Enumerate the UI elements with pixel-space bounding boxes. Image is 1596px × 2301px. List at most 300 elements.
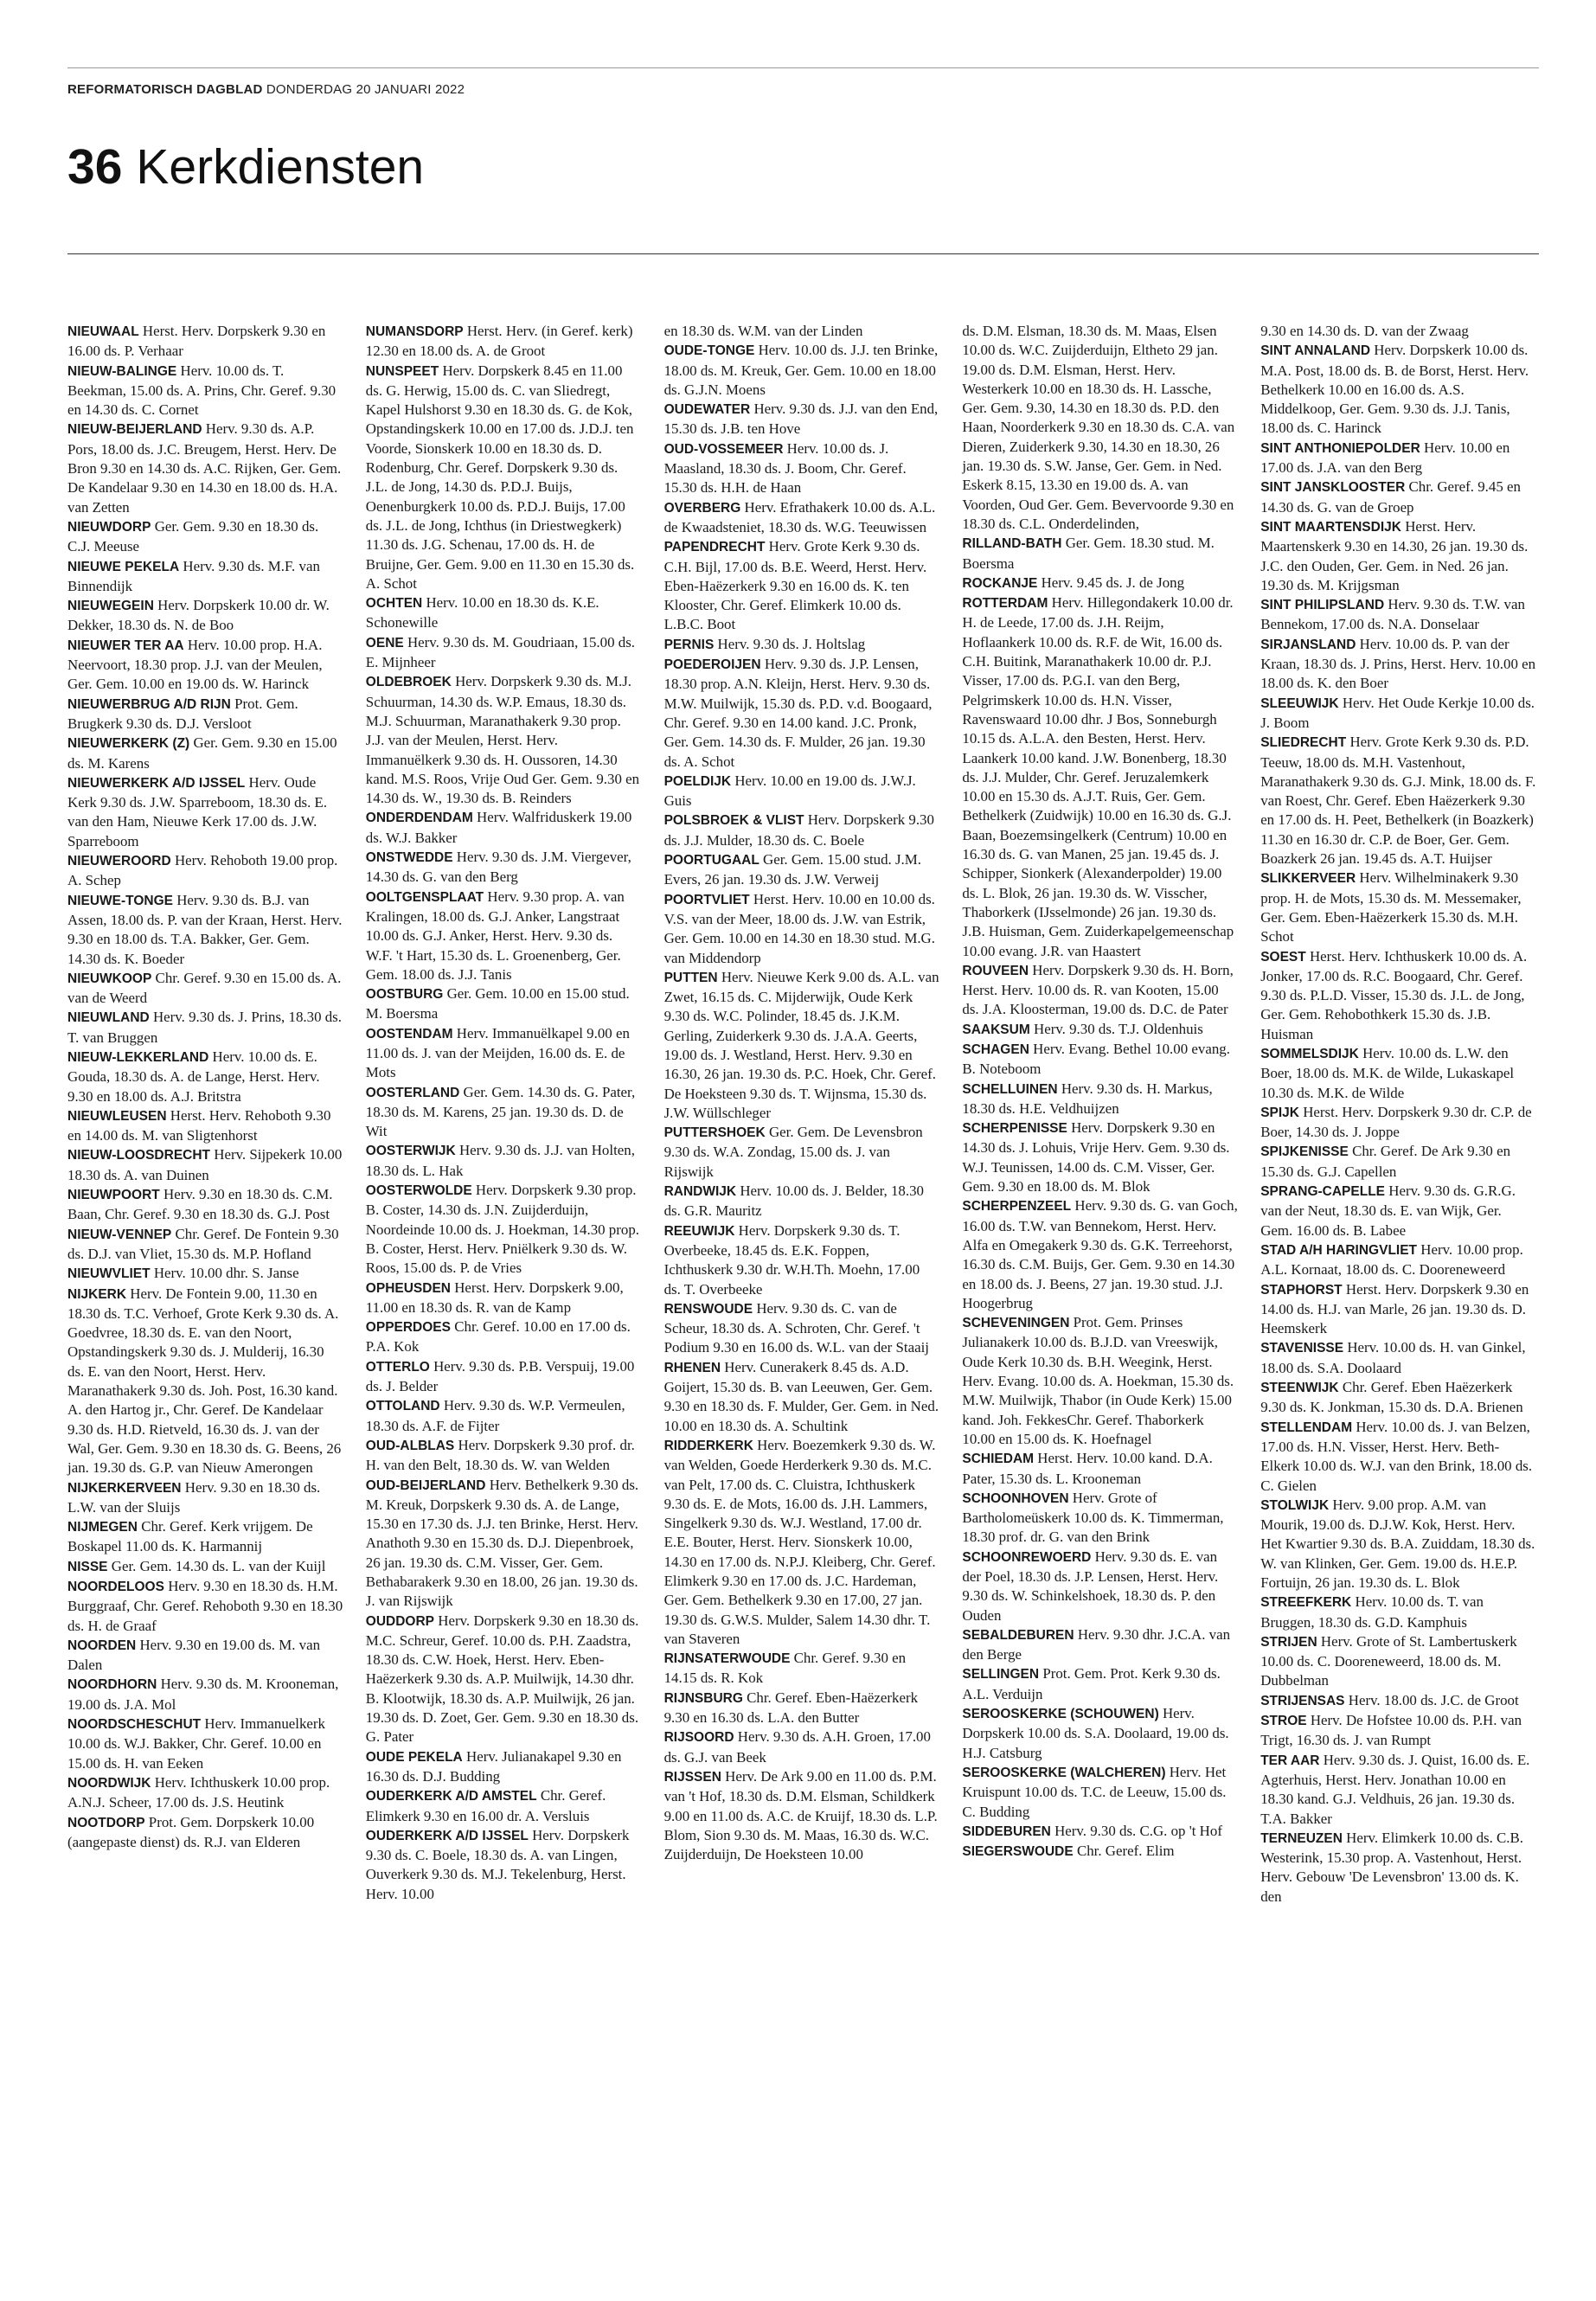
service-entry [962, 1704, 1238, 1763]
place-name: SINT ANTHONIEPOLDER [1260, 440, 1420, 456]
service-entry [664, 1182, 940, 1221]
service-details: Herv. 9.30 ds. G.R.G. van der Neut, 18.30 ds. E. van Wijk, Ger. Gem. 16.00 ds. B. Labee [1260, 1183, 1516, 1239]
service-entry [67, 420, 343, 516]
service-entry [67, 1225, 343, 1265]
place-name: OTTOLAND [365, 1399, 440, 1414]
service-details: Herv. Dorpskerk 10.00 dr. W. Dekker, 18.30 ds. N. de Boo [67, 597, 330, 634]
service-entry [1260, 595, 1536, 635]
service-details: Herv. 9.30 ds. W.P. Vermeulen, 18.30 ds. A.F. de Fijter [365, 1397, 625, 1434]
place-name: SINT MAARTENSDIJK [1260, 519, 1401, 535]
service-entry [1260, 1418, 1536, 1496]
service-details: Herv. Grote of Bartholomeüskerk 10.00 ds. K. Timmerman, 18.30 prof. dr. G. van den Brink [962, 1489, 1224, 1546]
place-name: STRIJENSAS [1260, 1693, 1345, 1708]
service-entry [1260, 694, 1536, 734]
service-entry [962, 1196, 1238, 1313]
service-entry [1260, 1182, 1536, 1240]
service-entry [67, 1048, 343, 1106]
service-entry [962, 1118, 1238, 1196]
service-entry [366, 1396, 642, 1436]
service-entry [664, 890, 940, 968]
place-name: NIEUWERBRUG A/D RIJN [67, 696, 231, 712]
service-entry [664, 968, 940, 1123]
place-name: NOORDHORN [67, 1677, 157, 1693]
service-details: Herv. 9.30 ds. P.B. Verspuij, 19.00 ds. J. Belder [365, 1357, 635, 1395]
place-name: NIEUWEROORD [67, 854, 171, 869]
service-entry [366, 1747, 642, 1787]
service-entry [962, 1822, 1238, 1842]
service-details: Herv. 10.00 prop. A.L. Kornaat, 18.00 ds. C. Dooreneweerd [1260, 1240, 1523, 1279]
service-details: Herv. Nieuwe Kerk 9.00 ds. A.L. van Zwet, 16.15 ds. C. Mijderwijk, Oude Kerk 9.30 ds. W.C. Polinder, 18.45 ds. J.K.M. Gerling, Zuiderkerk 9.30 ds. J.A.A. Geerts, 19.00 ds. J. Westland, Herst. Herv. 9.30 en 16.30, 26 jan. 19.30 ds. P.C. Hoek, Chr. Geref. De Hoeksteen 9.30 ds. T. Wijnsma, 15.30 ds. J.W. Wüllschleger [663, 968, 939, 1121]
service-details: Herv. Grote Kerk 9.30 ds. C.H. Bijl, 17.00 ds. B.E. Weerd, Herst. Herv. Eben-Haëzerkerk 9.30 en 16.00 ds. K. ten Klooster, Chr. Geref. Elimkerk 10.00 ds. L.B.C. Boot [663, 538, 927, 633]
service-entry [1260, 1103, 1536, 1143]
place-name: STEENWIJK [1260, 1381, 1339, 1396]
service-details: Herv. 9.30 ds. M.F. van Binnendijk [67, 557, 320, 594]
service-details: Herv. 10.00 ds. J. Belder, 18.30 ds. G.R. Mauritz [663, 1183, 924, 1220]
service-entry [67, 1185, 343, 1225]
service-entry [664, 772, 940, 811]
place-name: OCHTEN [365, 596, 423, 612]
service-entry [962, 1080, 1238, 1119]
service-details: Herv. 9.30 ds. B.J. van Assen, 18.00 ds. P. van der Kraan, Herst. Herv. 9.30 en 18.00 ds. T.A. Bakker, Ger. Gem. 14.30 ds. K. Boeder [67, 891, 343, 967]
service-entry [1260, 1711, 1536, 1751]
place-name: OUDERKERK A/D AMSTEL [365, 1789, 537, 1804]
service-details: Herv. Julianakapel 9.30 en 16.30 ds. D.J. Budding [365, 1747, 622, 1785]
place-name: NOORDELOOS [67, 1580, 164, 1594]
place-name: NUNSPEET [365, 363, 439, 379]
service-details: Herv. 9.30 ds. J.P. Lensen, 18.30 prop. A.N. Kleijn, Herst. Herv. 9.30 ds. M.W. Muilwijk, 15.30 ds. P.D. v.d. Boogaard, Chr. Geref. 9.30 en 14.00 kand. J.C. Pronk, Ger. Gem. 14.30 ds. F. Mulder, 26 jan. 19.30 ds. A. Schot [663, 656, 933, 770]
service-details: Herv. Evang. Bethel 10.00 evang. B. Noteboom [962, 1040, 1230, 1078]
place-name: OOSTBURG [365, 987, 444, 1003]
service-details: Herv. 9.30 ds. C.G. op 't Hof [1054, 1822, 1222, 1839]
service-entry [962, 1664, 1238, 1704]
service-details: Prot. Gem. Brugkerk 9.30 ds. D.J. Versloot [67, 695, 298, 732]
place-name: OOLTGENSPLAAT [365, 889, 484, 905]
place-name: NIEUWLEUSEN [67, 1108, 167, 1124]
service-details: Herv. De Hofstee 10.00 ds. P.H. van Trigt, 16.30 ds. J. van Rumpt [1260, 1712, 1522, 1749]
place-name: SCHERPENZEEL [962, 1199, 1072, 1215]
place-name: OUD-ALBLAS [365, 1438, 455, 1453]
service-details: Herv. 10.00 ds. P. van der Kraan, 18.30 ds. J. Prins, Herst. Herv. 10.00 en 18.00 ds. K. den Boer [1260, 635, 1536, 692]
place-name: NIEUW-BEIJERLAND [67, 422, 202, 438]
place-name: NIEUWERKERK (Z) [67, 736, 190, 752]
place-name: ROTTERDAM [962, 596, 1048, 612]
service-details: Herv. 10.00 ds. E. Gouda, 18.30 ds. A. de Lange, Herst. Herv. 9.30 en 18.00 ds. A.J. Britstra [67, 1048, 320, 1105]
service-entry [67, 969, 343, 1009]
service-details: Ger. Gem. 14.30 ds. G. Pater, 18.30 ds. M. Karens, 25 jan. 19.30 ds. D. de Wit [365, 1083, 636, 1140]
service-entry [366, 362, 642, 594]
place-name: OPHEUSDEN [365, 1280, 451, 1296]
place-name: OUDE PEKELA [365, 1749, 463, 1765]
place-name: STAPHORST [1260, 1282, 1343, 1298]
place-name: SAAKSUM [962, 1022, 1030, 1037]
place-name: NIJKERK [67, 1286, 127, 1302]
service-details: Herv. De Ark 9.00 en 11.00 ds. P.M. van 't Hof, 18.30 ds. D.M. Elsman, Schildkerk 9.00 en 11.00 ds. A.C. de Kruijf, 18.30 ds. L.P. Blom, Sion 9.30 ds. M. Maas, 16.30 ds. W.C. Zuijderduijn, De Hoeksteen 10.00 [663, 1767, 938, 1863]
place-name: NIEUWERKERK A/D IJSSEL [67, 775, 246, 791]
place-name: PUTTEN [663, 970, 718, 985]
place-name: OUDERKERK A/D IJSSEL [365, 1828, 529, 1843]
place-name: PERNIS [663, 637, 715, 652]
place-name: OOSTERWOLDE [365, 1183, 472, 1199]
service-entry [67, 1478, 343, 1518]
service-details: Herst. Herv. Rehoboth 9.30 en 14.00 ds. M. van Sligtenhorst [67, 1106, 331, 1144]
service-details: Herv. Het Oude Kerkje 10.00 ds. J. Boom [1260, 694, 1535, 731]
service-entry [1260, 1632, 1536, 1691]
service-details: Herv. Hillegondakerk 10.00 dr. H. de Leede, 17.00 ds. J.H. Reijm, Hoflaankerk 10.00 ds. R.F. de Wit, 16.00 ds. C.H. Buitink, Maranathakerk 10.00 dr. P.J. Visser, 17.00 ds. P.G.I. van den Berg, Pelgrimskerk 10.00 ds. H.N. Visser, Ravenswaard 10.00 dhr. J Bos, Sonneburgh 10.15 ds. A.L.A. den Besten, Herst. Herv. Laankerk 10.00 kand. J.W. Bonenberg, 18.30 ds. J.J. Mulder, Chr. Geref. Jeruzalemkerk 10.00 en 15.30 ds. A.J.T. Ruis, Ger. Gem. Bethelkerk (Zuidwijk) 10.00 en 16.30 ds. G.J. Baan, Boezemsingelkerk (Centrum) 10.00 en 16.30 ds. G. van Manen, 25 jan. 19.45 ds. J. Schipper, Sionkerk (Alexanderpolder) 19.00 ds. L. Blok, 26 jan. 19.30 ds. W. Visscher, Thaborkerk (IJsselmonde) 26 jan. 19.30 ds. J.B. Huisman, Gem. Zuiderkapelgemeenschap 10.00 evang. J.R. van Haastert [962, 594, 1234, 959]
service-details: Herv. Walfriduskerk 19.00 ds. W.J. Bakker [365, 809, 632, 846]
place-name: OOSTERWIJK [365, 1144, 456, 1159]
service-details: Herv. 10.00 ds. J. van Belzen, 17.00 ds. H.N. Visser, Herst. Herv. Beth-Elkerk 10.00 ds. W.J. van den Brink, 18.00 ds. C. Gielen [1260, 1418, 1533, 1494]
service-entry [1260, 1751, 1536, 1829]
place-name: OUDDORP [365, 1613, 435, 1629]
place-name: STROE [1260, 1714, 1307, 1729]
place-name: ONDERDENDAM [365, 811, 473, 826]
service-entry [962, 1020, 1238, 1040]
service-entry [664, 1727, 940, 1767]
service-details: Herv. 9.30 ds. H. Markus, 18.30 ds. H.E. Veldhuijzen [962, 1080, 1213, 1117]
place-name: OTTERLO [365, 1359, 430, 1375]
service-details: Herst. Herv. (in Geref. kerk) 12.30 en 18.00 ds. A. de Groot [365, 323, 633, 360]
service-entry [664, 1299, 940, 1358]
service-details: Herv. 9.30 ds. J. Quist, 16.00 ds. E. Agterhuis, Herst. Herv. Jonathan 10.00 en 18.30 kand. G.J. Veldhuis, 26 jan. 19.30 ds. T.A. Bakker [1260, 1751, 1530, 1827]
service-details: Herv. 9.30 ds. J.J. van den End, 15.30 ds. J.B. ten Hove [663, 401, 939, 438]
place-name: OLDEBROEK [365, 675, 452, 690]
service-details: Ger. Gem. 15.00 stud. J.M. Evers, 26 jan. 19.30 ds. J.W. Verweij [663, 851, 922, 888]
service-entry [67, 773, 343, 851]
service-entry [67, 1715, 343, 1773]
service-entry [962, 1842, 1238, 1862]
service-details: Herv. 9.30 ds. C. van de Scheur, 18.30 ds. A. Schroten, Chr. Geref. 't Podium 9.30 en 16.00 ds. W.L. van der Staaij [663, 1299, 929, 1356]
service-details: Herv. Oude Kerk 9.30 ds. J.W. Sparreboom, 18.30 ds. E. van den Ham, Nieuwe Kerk 17.00 ds. J.W. Sparreboom [67, 773, 328, 849]
service-entry [962, 1449, 1238, 1489]
service-details: Herv. Bethelkerk 9.30 ds. M. Kreuk, Dorpskerk 9.30 ds. A. de Lange, 15.30 en 17.30 ds. J.J. ten Brinke, Herst. Herv. Anathoth 9.30 en 15.30 ds. D.J. Diepenbroek, 26 jan. 19.30 ds. C.M. Visser, Ger. Gem. Bethabarakerk 9.30 en 18.00, 26 jan. 19.30 ds. J. van Rijswijk [365, 1476, 639, 1610]
service-entry [1260, 1338, 1536, 1378]
service-details: Herv. Dorpskerk 10.00 ds. S.A. Doolaard, 19.00 ds. H.J. Catsburg [962, 1705, 1229, 1761]
paper-name: REFORMATORISCH DAGBLAD [67, 82, 263, 97]
service-details: Herv. Sijpekerk 10.00 18.30 ds. A. van Duinen [67, 1146, 343, 1183]
service-entry [664, 537, 940, 634]
column-5 [1260, 322, 1536, 1907]
service-details: Ger. Gem. 10.00 en 15.00 stud. M. Boersma [365, 985, 630, 1022]
service-entry [962, 534, 1238, 574]
place-name: TERNEUZEN [1260, 1830, 1343, 1846]
place-name: SCHOONHOVEN [962, 1490, 1069, 1506]
service-entry [366, 1317, 642, 1357]
place-name: OUD-VOSSEMEER [663, 441, 784, 457]
place-name: TER AAR [1260, 1753, 1320, 1768]
place-name: SIDDEBUREN [962, 1823, 1051, 1839]
service-details: Chr. Geref. De Ark 9.30 en 15.30 ds. G.J. Capellen [1260, 1143, 1511, 1180]
service-entry [67, 322, 343, 362]
service-entry [664, 635, 940, 655]
place-name: RIDDERKERK [663, 1438, 753, 1453]
service-details: Herv. 9.30 en 18.30 ds. H.M. Burggraaf, Chr. Geref. Rehoboth 9.30 en 18.30 ds. H. de Graaf [67, 1578, 343, 1634]
service-details: Herv. 10.00 ds. J.J. ten Brinke, 18.00 ds. M. Kreuk, Ger. Gem. 10.00 en 18.00 ds. G.J.N. Moens [663, 342, 939, 398]
service-entry [664, 850, 940, 890]
service-entry [1260, 947, 1536, 1044]
service-entry [664, 322, 940, 341]
place-name: NIEUW-LOOSDRECHT [67, 1148, 211, 1163]
service-details: Ger. Gem. 14.30 ds. L. van der Kuijl [111, 1557, 326, 1574]
service-entry [366, 672, 642, 808]
service-details: Herst. Herv. Dorpskerk 9.30 dr. C.P. de Boer, 14.30 ds. J. Joppe [1260, 1103, 1532, 1141]
service-details: Ger. Gem. 9.30 en 15.00 ds. M. Karens [67, 734, 337, 772]
service-details: Herv. Grote of St. Lambertuskerk 10.00 ds. C. Dooreneweerd, 18.00 ds. M. Dubbelman [1260, 1632, 1517, 1689]
place-name: NISSE [67, 1559, 108, 1574]
column-2 [366, 322, 642, 1907]
place-name: STOLWIJK [1260, 1497, 1330, 1513]
service-details: Herv. 9.30 ds. A.H. Groen, 17.00 ds. G.J. van Beek [663, 1728, 931, 1766]
place-name: OVERBERG [663, 500, 741, 516]
service-details: Herv. 10.00 ds. T. Beekman, 15.00 ds. A. Prins, Chr. Geref. 9.30 en 14.30 ds. C. Cornet [67, 362, 337, 419]
service-entry [67, 1813, 343, 1853]
service-details: Chr. Geref. 9.30 en 14.15 ds. R. Kok [663, 1650, 907, 1687]
service-details: Chr. Geref. Elim [1076, 1843, 1175, 1860]
masthead [67, 82, 465, 97]
service-details: ds. D.M. Elsman, 18.30 ds. M. Maas, Elsen 10.00 ds. W.C. Zuijderduijn, Eltheto 29 jan. 19.00 ds. D.M. Elsman, Herst. Herv. Westerkerk 10.00 en 18.30 ds. H. Lassche, Ger. Gem. 9.30, 14.30 en 18.30 ds. P.D. den Haan, Noorderkerk 9.30 en 18.30 ds. C.A. van Dieren, Zuiderkerk 9.30, 14.30 en 18.30, 26 jan. 19.30 ds. S.W. Janse, Ger. Gem. in Ned. Eskerk 8.15, 13.30 en 19.00 ds. A. van Voorden, Oud Ger. Gem. Bevervoorde 9.30 en 18.30 ds. C.L. Onderdelinden, [962, 323, 1235, 532]
place-name: POLSBROEK & VLIST [663, 813, 804, 829]
place-name: RIJSOORD [663, 1730, 734, 1746]
service-entry [366, 1436, 642, 1476]
service-details: Herst. Herv. Dorpskerk 9.30 en 14.00 ds. H.J. van Marle, 26 jan. 19.30 ds. D. Heemskerk [1260, 1280, 1529, 1337]
service-details: Herv. Wilhelminakerk 9.30 prop. H. de Mots, 15.30 ds. M. Messemaker, Ger. Gem. Eben-Haëzerkerk 15.30 ds. M.H. Schot [1260, 869, 1522, 945]
service-entry [1260, 1593, 1536, 1632]
service-entry [664, 1689, 940, 1728]
service-entry [1260, 1829, 1536, 1907]
service-details: Chr. Geref. Eben-Haëzerkerk 9.30 en 16.30 ds. L.A. den Butter [663, 1689, 919, 1727]
service-entry [366, 322, 642, 362]
place-name: POEDEROIJEN [663, 657, 761, 673]
place-name: POORTVLIET [663, 892, 750, 907]
service-details: Herv. 9.30 ds. G. van Goch, 16.00 ds. T.W. van Bennekom, Herst. Herv. Alfa en Omegakerk 9.30 ds. G.K. Terreehorst, 16.30 ds. C.M. Buijs, Ger. Gem. 9.30 en 14.30 en 18.00 ds. J. Beens, 27 jan. 19.30 stud. J.J. Hoogerbrug [962, 1197, 1238, 1311]
place-name: NIEUWER TER AA [67, 638, 184, 653]
service-entry [1260, 1691, 1536, 1711]
service-details: Prot. Gem. Prinses Julianakerk 10.00 ds. B.J.D. van Vreeswijk, Oude Kerk 10.30 ds. B.H. Weegink, Herst. Herv. Evang. 10.00 ds. A. Hoekman, 15.30 ds. M.W. Muilwijk, Thabor (in Oude Kerk) 15.00 kand. Joh. FekkesChr. Geref. Thaborkerk 10.00 en 15.00 ds. K. Hoefnagel [962, 1314, 1234, 1447]
service-details: Herv. 9.30 dhr. J.C.A. van den Berge [962, 1625, 1231, 1663]
service-details: Herv. Dorpskerk 9.30 ds. M.J. Schuurman, 14.30 ds. W.P. Emaus, 18.30 ds. M.J. Schuurman, Maranathakerk 9.30 prop. J.J. van der Meulen, Herst. Herv. Immanuëlkerk 9.30 ds. H. Oussoren, 14.30 kand. M.S. Roos, Vrije Oud Ger. Gem. 9.30 en 14.30 ds. W., 19.30 ds. B. Reinders [365, 673, 640, 807]
place-name: SOMMELSDIJK [1260, 1046, 1359, 1061]
service-entry [67, 1264, 343, 1284]
service-entry [366, 1141, 642, 1181]
service-details: Herv. 9.30 ds. J.J. van Holten, 18.30 ds. L. Hak [365, 1142, 635, 1179]
service-details: Chr. Geref. Eben Haëzerkerk 9.30 ds. K. Jonkman, 15.30 ds. D.A. Brienen [1260, 1379, 1523, 1416]
place-name: SLEEUWIJK [1260, 695, 1339, 711]
service-entry [67, 1577, 343, 1636]
service-entry [962, 1489, 1238, 1548]
place-name: RIJSSEN [663, 1769, 721, 1785]
place-name: RENSWOUDE [663, 1301, 753, 1317]
column-4 [962, 322, 1238, 1907]
place-name: SOEST [1260, 949, 1306, 965]
service-entry [1260, 1280, 1536, 1339]
service-entry [664, 439, 940, 498]
service-details: Chr. Geref. 9.30 en 15.00 ds. A. van de Weerd [67, 969, 342, 1007]
place-name: STAVENISSE [1260, 1341, 1344, 1356]
place-name: SPRANG-CAPELLE [1260, 1184, 1386, 1200]
service-details: Ger. Gem. De Levensbron 9.30 ds. W.A. Zondag, 15.00 ds. J. van Rijswijk [663, 1124, 923, 1180]
service-details: Ger. Gem. 9.30 en 18.30 ds. C.J. Meeuse [67, 517, 319, 555]
page-title [67, 139, 425, 195]
service-entry [67, 734, 343, 773]
service-details: Herst. Herv. 10.00 kand. D.A. Pater, 15.30 ds. L. Krooneman [962, 1450, 1213, 1487]
service-details: 9.30 en 14.30 ds. D. van der Zwaag [1260, 323, 1469, 339]
place-name: SCHOONREWOERD [962, 1549, 1092, 1565]
service-details: Herv. Dorpskerk 9.30 en 18.30 ds. M.C. Schreur, Geref. 10.00 ds. P.H. Zaadstra, 18.30 ds. C.W. Hoek, Herst. Herv. Eben-Haëzerkerk 9.30 ds. A.P. Muilwijk, 14.30 dhr. B. Klootwijk, 18.30 ds. A.P. Muilwijk, 26 jan. 19.30 ds. D. Zoet, Ger. Gem. 9.30 en 18.30 ds. G. Pater [365, 1612, 639, 1746]
place-name: PAPENDRECHT [663, 540, 766, 555]
service-entry [366, 1826, 642, 1904]
service-details: Herv. 9.30 ds. J. Prins, 18.30 ds. T. van Bruggen [67, 1009, 342, 1046]
service-entry [962, 1548, 1238, 1625]
service-entry [1260, 478, 1536, 517]
service-entry [664, 1123, 940, 1182]
place-name: STAD A/H HARINGVLIET [1260, 1242, 1418, 1258]
service-entry [366, 1357, 642, 1397]
top-rule [67, 67, 1539, 68]
service-details: Herv. 10.00 dhr. S. Janse [153, 1265, 299, 1282]
service-entry [1260, 341, 1536, 438]
place-name: RIJNSBURG [663, 1690, 743, 1706]
service-entry [962, 574, 1238, 593]
service-details: Herst. Herv. 10.00 en 10.00 ds. V.S. van der Meer, 18.00 ds. J.W. van Estrik, Ger. Gem. 10.00 en 14.30 en 18.30 stud. M.G. van Middendorp [663, 890, 935, 966]
place-name: SCHAGEN [962, 1042, 1029, 1057]
column-3 [664, 322, 940, 1907]
place-name: RHENEN [663, 1360, 721, 1375]
place-name: NIEUW-LEKKERLAND [67, 1049, 209, 1065]
service-entry [67, 1145, 343, 1185]
service-entry [962, 322, 1238, 534]
place-name: OENE [365, 635, 404, 651]
service-details: Herv. Dorpskerk 9.30 en 14.30 ds. J. Lohuis, Vrije Herv. Gem. 9.30 ds. W.J. Teunissen, 14.00 ds. C.M. Visser, Ger. Gem. 9.30 en 18.00 ds. M. Blok [962, 1119, 1230, 1195]
service-entry [962, 1313, 1238, 1449]
service-entry [664, 1358, 940, 1436]
place-name: NIEUW-BALINGE [67, 363, 177, 379]
service-details: Herv. Dorpskerk 9.30 ds. C. Boele, 18.30 ds. A. van Lingen, Ouverkerk 9.30 ds. M.J. Tekelenburg, Herst. Herv. 10.00 [365, 1826, 630, 1902]
page-number: 36 [67, 139, 123, 195]
service-entry [1260, 1044, 1536, 1103]
service-entry [366, 848, 642, 888]
section-title: Kerkdiensten [136, 139, 425, 195]
service-details: Chr. Geref. 9.45 en 14.30 ds. G. van de Groep [1260, 478, 1521, 516]
service-details: Herst. Herv. Dorpskerk 9.00, 11.00 en 18.30 ds. R. van de Kamp [365, 1279, 624, 1316]
service-entry [366, 984, 642, 1024]
service-details: Herv. Efrathakerk 10.00 ds. A.L. de Kwaadsteniet, 18.30 ds. W.G. Teeuwissen [663, 498, 936, 535]
service-entry [67, 596, 343, 636]
service-entry [962, 593, 1238, 961]
place-name: SINT ANNALAND [1260, 343, 1371, 359]
place-name: STREEFKERK [1260, 1595, 1352, 1611]
service-details: Herv. 9.30 ds. A.P. Pors, 18.00 ds. J.C. Breugem, Herst. Herv. De Bron 9.30 en 14.30 ds. A.C. Rijken, Ger. Gem. De Kandelaar 9.30 en 14.30 en 18.00 ds. H.A. van Zetten [67, 420, 342, 516]
service-details: Herv. 9.30 en 19.00 ds. M. van Dalen [67, 1636, 321, 1674]
place-name: SCHEVENINGEN [962, 1316, 1070, 1331]
service-entry [366, 888, 642, 984]
service-details: Herv. 10.00 en 18.30 ds. K.E. Schonewille [365, 594, 599, 631]
service-details: Herv. 10.00 ds. H. van Ginkel, 18.00 ds. S.A. Doolaard [1260, 1339, 1526, 1376]
service-details: Herst. Herv. Dorpskerk 9.30 en 16.00 ds. P. Verhaar [67, 323, 326, 360]
service-details: Herv. 9.30 ds. T.J. Oldenhuis [1034, 1020, 1203, 1037]
service-details: Herv. De Fontein 9.00, 11.30 en 18.30 ds. T.C. Verhoef, Grote Kerk 9.30 ds. A. Goedvree, 18.30 ds. E. van den Noort, Opstandingskerk 9.30 ds. J. Mulderij, 16.30 ds. E. van den Noort, Herst. Herv. Maranathakerk 9.30 ds. Joh. Post, 16.30 kand. A. den Hartog jr., Chr. Geref. De Kandelaar 9.30 ds. H.D. Rietveld, 16.30 ds. J. van der Wal, Ger. Gem. 9.30 en 18.30 ds. G. Beens, 26 jan. 19.30 ds. G.P. van Nieuw Amerongen [67, 1285, 342, 1477]
service-details: Herv. 10.00 en 19.00 ds. J.W.J. Guis [663, 772, 916, 810]
service-entry [366, 1279, 642, 1318]
place-name: RANDWIJK [663, 1184, 737, 1200]
service-entry [366, 1181, 642, 1278]
service-entry [664, 1221, 940, 1299]
place-name: NIEUW-VENNEP [67, 1227, 172, 1242]
place-name: NOOTDORP [67, 1815, 145, 1830]
service-entry [1260, 868, 1536, 946]
service-entry [1260, 517, 1536, 595]
service-entry [366, 633, 642, 673]
service-details: Herv. Cunerakerk 8.45 ds. A.D. Goijert, 15.30 ds. B. van Leeuwen, Ger. Gem. 9.30 en 18.30 ds. F. Mulder, Ger. Gem. in Ned. 10.00 en 18.30 ds. A. Schultink [663, 1358, 939, 1434]
service-details: Herv. Immanuelkerk 10.00 ds. W.J. Bakker, Chr. Geref. 10.00 en 15.00 ds. H. van Eeken [67, 1715, 325, 1772]
service-entry [366, 808, 642, 848]
place-name: STELLENDAM [1260, 1420, 1353, 1435]
service-entry [67, 1106, 343, 1146]
place-name: SINT JANSKLOOSTER [1260, 480, 1406, 496]
service-details: Herst. Herv. Ichthuskerk 10.00 ds. A. Jonker, 17.00 ds. R.C. Boogaard, Chr. Geref. 9.30 ds. P.L.D. Visser, 15.30 ds. J.L. de Jong, Ger. Gem. Rehobothkerk 15.30 ds. J.B. Huisman [1260, 947, 1528, 1042]
service-details: Herv. Ichthuskerk 10.00 prop. A.N.J. Scheer, 17.00 ds. J.S. Heutink [67, 1773, 330, 1811]
place-name: NIEUWE-TONGE [67, 893, 173, 908]
place-name: NIEUWVLIET [67, 1266, 151, 1282]
place-name: SCHELLUINEN [962, 1081, 1058, 1097]
service-details: Herv. 9.30 en 18.30 ds. L.W. van der Sluijs [67, 1478, 321, 1516]
service-details: Herv. 9.30 ds. E. van der Poel, 18.30 ds. J.P. Lensen, Herst. Herv. 9.30 ds. W. Schinkelshoek, 18.30 ds. P. den Ouden [962, 1548, 1219, 1624]
service-details: Herv. Elimkerk 10.00 ds. C.B. Westerink, 15.30 prop. A. Vastenhout, Herst. Herv. Gebouw 'De Levensbron' 13.00 ds. K. den [1260, 1829, 1524, 1905]
service-details: Herv. Dorpskerk 9.30 prop. B. Coster, 14.30 ds. J.N. Zuijderduijn, Noordeinde 10.00 ds. J. Hoekman, 14.30 prop. B. Coster, Herst. Herv. Pniëlkerk 9.30 ds. W. Roos, 15.00 ds. P. de Vries [365, 1182, 639, 1277]
service-entry [1260, 635, 1536, 694]
place-name: NIJMEGEN [67, 1520, 138, 1535]
service-entry [962, 1040, 1238, 1080]
place-name: OUDEWATER [663, 402, 751, 418]
service-entry [1260, 1240, 1536, 1280]
service-details: Herv. Grote Kerk 9.30 ds. P.D. Teeuw, 18.00 ds. M.H. Vastenhout, Maranathakerk 9.30 ds. G.J. Mink, 18.00 ds. F. van Roest, Chr. Geref. Eben Haëzerkerk 9.30 en 17.00 ds. H. Peet, Bethelkerk (in Boazkerk) 11.30 en 16.30 dr. C.P. de Boer, Ger. Gem. Boazkerk 26 jan. 19.45 ds. A.T. Huijser [1260, 734, 1536, 868]
place-name: POORTUGAAL [663, 853, 760, 868]
place-name: PUTTERSHOEK [663, 1125, 766, 1141]
service-details: Chr. Geref. De Fontein 9.30 ds. D.J. van Vliet, 15.30 ds. M.P. Hofland [67, 1225, 339, 1262]
service-entry [67, 891, 343, 969]
place-name: OUD-BEIJERLAND [365, 1477, 486, 1493]
place-name: NIJKERKERVEEN [67, 1480, 182, 1496]
service-details: Herv. 9.30 ds. T.W. van Bennekom, 17.00 ds. N.A. Donselaar [1260, 596, 1525, 633]
place-name: NOORDWIJK [67, 1775, 151, 1791]
service-details: Chr. Geref. 10.00 en 17.00 ds. P.A. Kok [365, 1318, 631, 1356]
service-entry [366, 1612, 642, 1747]
service-details: Herv. 10.00 en 17.00 ds. J.A. van den Berg [1260, 439, 1510, 477]
service-entry [67, 851, 343, 891]
place-name: SIEGERSWOUDE [962, 1844, 1074, 1860]
service-details: Herv. 18.00 ds. J.C. de Groot [1348, 1691, 1519, 1708]
service-entry [366, 1786, 642, 1826]
place-name: RILLAND-BATH [962, 536, 1062, 552]
service-details: Herv. 9.30 ds. M. Goudriaan, 15.00 ds. E. Mijnheer [365, 633, 635, 671]
service-entry [67, 517, 343, 557]
place-name: NIEUWLAND [67, 1010, 150, 1026]
service-entry [67, 695, 343, 734]
service-entry [962, 1763, 1238, 1822]
service-entry [67, 557, 343, 597]
service-details: Herv. 9.30 en 18.30 ds. C.M. Baan, Chr. Geref. 9.30 en 18.30 ds. G.J. Post [67, 1186, 333, 1223]
service-entry [664, 1649, 940, 1689]
place-name: NOORDSCHESCHUT [67, 1717, 202, 1733]
service-details: Herv. Dorpskerk 10.00 ds. M.A. Post, 18.00 ds. B. de Borst, Herst. Herv. Bethelkerk 10.00 en 16.00 ds. A.S. Middelkoop, Ger. Gem. 9.30 ds. J.J. Tanis, 18.00 ds. C. Harinck [1260, 342, 1529, 437]
place-name: SPIJK [1260, 1105, 1299, 1120]
service-entry [1260, 733, 1536, 868]
place-name: ROUVEEN [962, 963, 1029, 978]
place-name: NOORDEN [67, 1638, 137, 1653]
service-details: Herv. Immanuëlkapel 9.00 en 11.00 ds. J. van der Meijden, 16.00 ds. E. de Mots [365, 1024, 630, 1081]
place-name: SCHERPENISSE [962, 1121, 1067, 1137]
place-name: STRIJEN [1260, 1634, 1317, 1650]
service-entry [366, 593, 642, 633]
service-entry [962, 961, 1238, 1020]
